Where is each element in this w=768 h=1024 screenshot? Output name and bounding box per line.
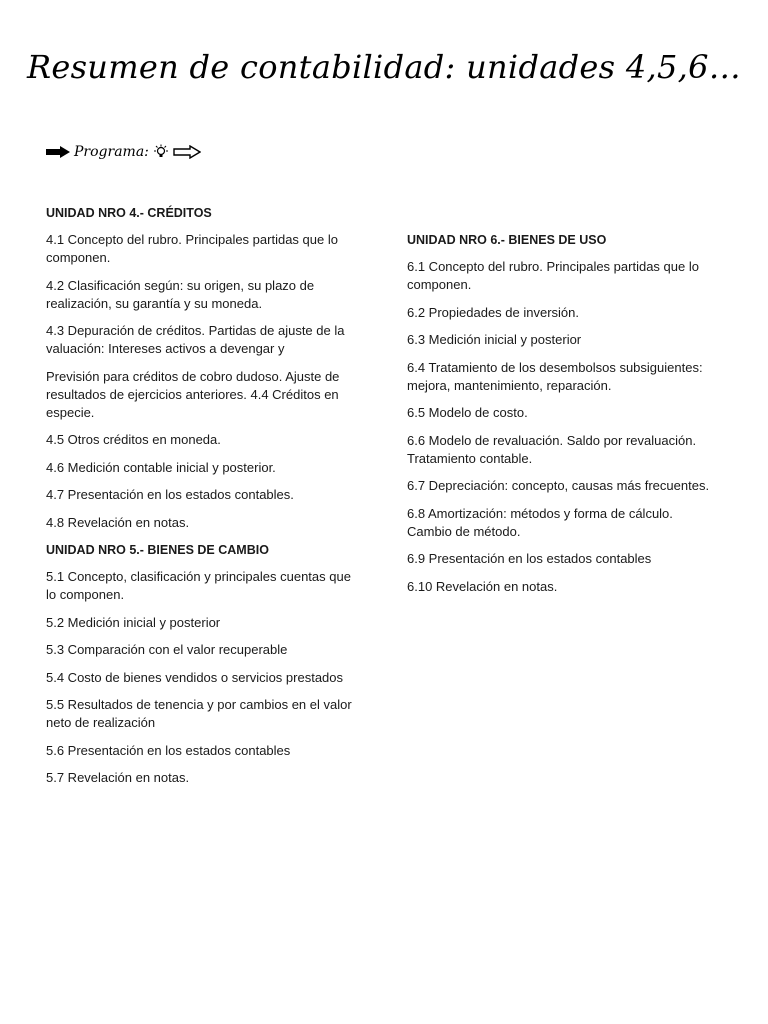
list-item: 6.4 Tratamiento de los desembolsos subsiguientes: mejora, mantenimiento, reparación. [407,359,703,393]
unit6-heading: UNIDAD NRO 6.- BIENES DE USO [407,233,607,247]
list-item: 6.5 Modelo de costo. [407,405,528,420]
list-item: 4.1 Concepto del rubro. Principales partidas que lo componen. [46,232,338,265]
list-item: 6.9 Presentación en los estados contables [407,551,652,566]
list-item: 6.10 Revelación en notas. [407,578,558,594]
programa-line [46,144,201,160]
list-item: 5.7 Revelación en notas. [46,770,190,785]
list-item: 6.7 Depreciación: concepto, causas más frecuentes. [407,478,710,493]
list-item: 6.3 Medición inicial y posterior [407,332,582,347]
list-item: 6.6 Modelo de revaluación. Saldo por revaluación. Tratamiento contable. [407,432,697,466]
right-column [407,231,719,605]
list-item: 4.3 Depuración de créditos. Partidas de ajuste de la valuación: Intereses activos a devengar y [46,323,345,356]
list-item: 6.1 Concepto del rubro. Principales partidas que lo componen. [407,259,699,292]
unit5-heading: UNIDAD NRO 5.- BIENES DE CAMBIO [46,543,269,557]
list-item: 5.3 Comparación con el valor recuperable [46,642,288,657]
list-item: 4.5 Otros créditos en moneda. [46,432,221,447]
list-item: 5.6 Presentación en los estados contables [46,742,291,758]
list-item: 5.5 Resultados de tenencia y por cambios en el valor neto de realización [46,697,352,730]
list-item: 4.6 Medición contable inicial y posterior. [46,459,276,475]
lightbulb-icon [153,144,169,160]
list-item: 4.8 Revelación en notas. [46,514,190,530]
list-item: Previsión para créditos de cobro dudoso. Ajuste de resultados de ejercicios anteriores. 4.4 Créditos en especie. [46,368,340,420]
list-item: 6.8 Amortización: métodos y forma de cálculo. Cambio de método. [407,505,673,539]
page-title: Resumen de contabilidad: unidades 4,5,6… [26,48,742,86]
left-column [46,204,358,797]
list-item: 4.2 Clasificación según: su origen, su plazo de realización, su garantía y su moneda. [46,277,315,311]
list-item: 6.2 Propiedades de inversión. [407,304,580,320]
list-item: 4.7 Presentación en los estados contables. [46,487,294,502]
programa-label: Programa: [74,144,149,160]
arrow-right-icon [46,146,70,158]
list-item: 5.1 Concepto, clasificación y principales cuentas que lo componen. [46,569,351,602]
list-item: 5.2 Medición inicial y posterior [46,614,221,630]
list-item: 5.4 Costo de bienes vendidos o servicios prestados [46,669,344,685]
unit4-heading: UNIDAD NRO 4.- CRÉDITOS [46,206,212,220]
hollow-arrow-icon [173,145,201,159]
